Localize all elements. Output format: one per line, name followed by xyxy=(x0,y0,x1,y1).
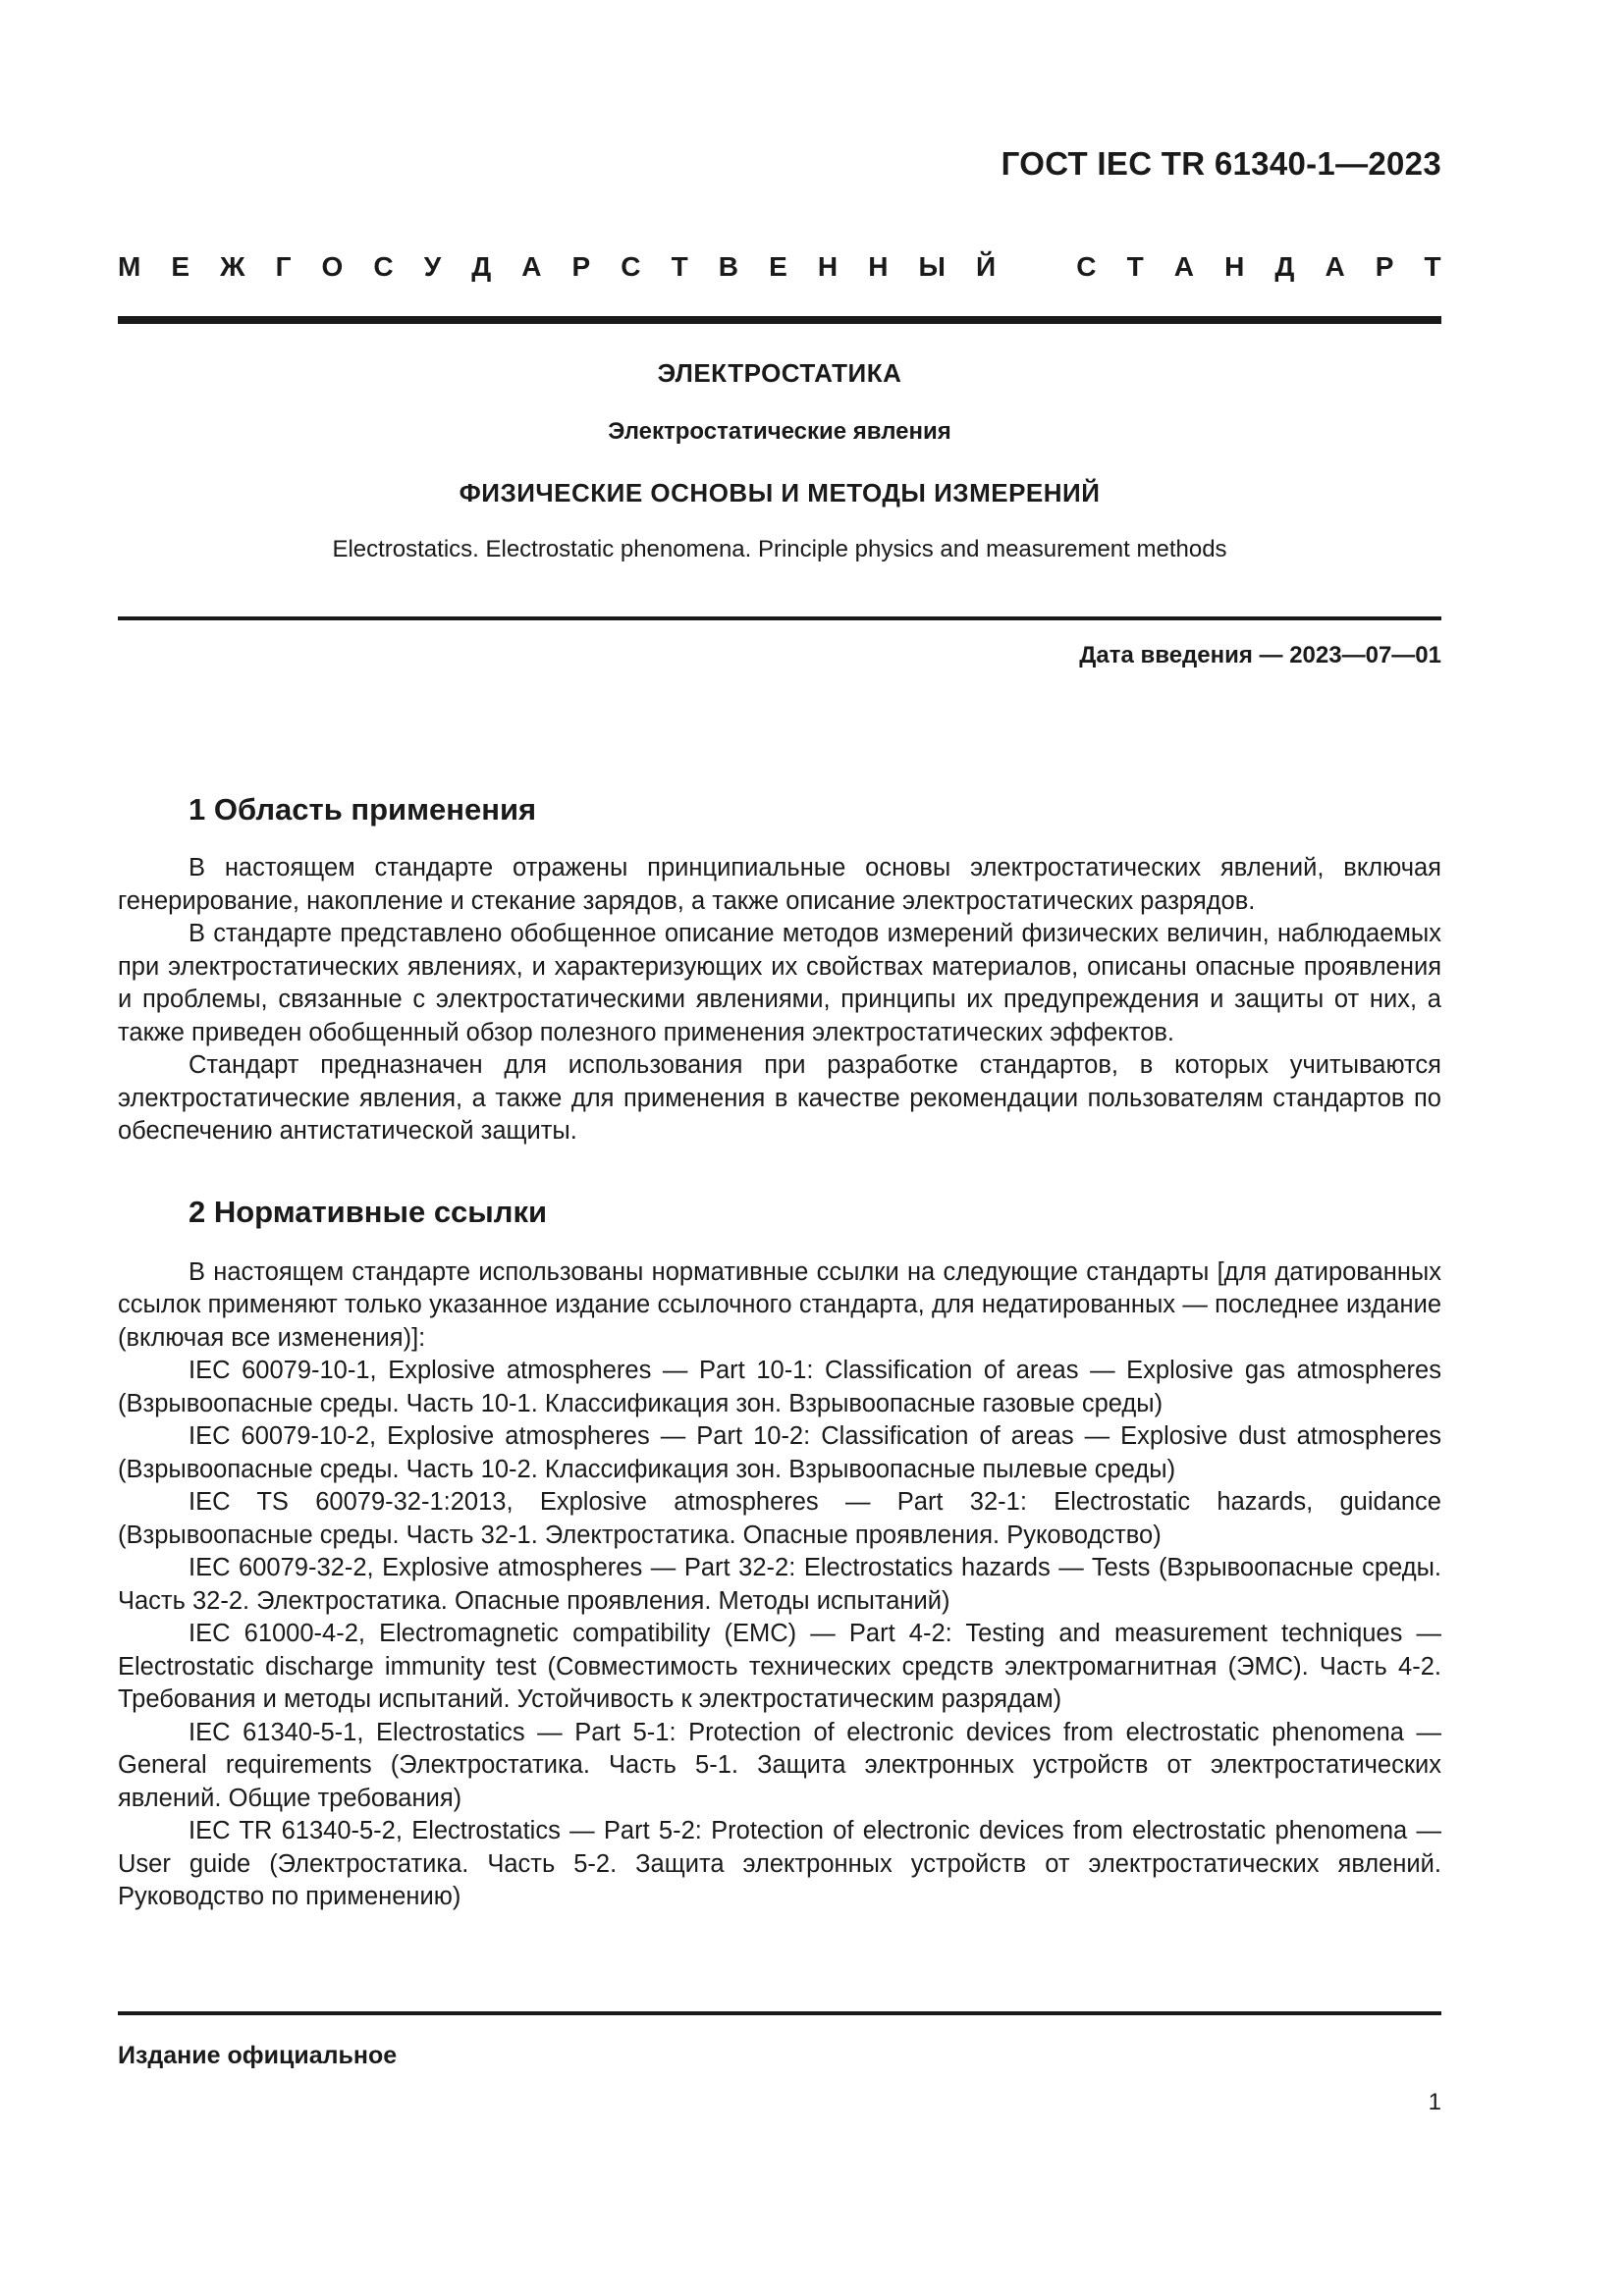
standard-type-letter: Н xyxy=(817,251,839,282)
standard-type-letter: М xyxy=(118,251,141,282)
normative-reference-item: IEC 60079-10-2, Explosive atmospheres — Part 10-2: Classification of areas — Explosive dust atmospheres (Взрывоопасные среды. Часть 10-2. Классификация зон. Взрывоопасные пылевые среды) xyxy=(118,1422,1441,1483)
standard-type-letter: Т xyxy=(1126,251,1144,282)
page-number: 1 xyxy=(1428,2089,1441,2115)
standard-type-letter: С xyxy=(1076,251,1097,282)
standard-type-letter: О xyxy=(321,251,344,282)
normative-reference-item: IEC 61000-4-2, Electromagnetic compatibility (EMC) — Part 4-2: Testing and measurement techniques — Electrostatic discharge immunity test (Совместимость технических средств электромагнитная (ЭМС). Часть 4-2. Требования и методы испытаний. Устойчивость к электростатическим разрядам) xyxy=(118,1620,1441,1713)
standard-type-letter: Р xyxy=(1375,251,1394,282)
standard-type-letter: А xyxy=(521,251,542,282)
title-divider xyxy=(118,616,1441,620)
title-sub: Электростатические явления xyxy=(608,418,951,445)
section-1-body xyxy=(118,852,1441,1148)
standard-type-letter: Н xyxy=(1224,251,1245,282)
word-gap xyxy=(1026,251,1046,283)
section-2-heading: 2 Нормативные ссылки xyxy=(189,1194,548,1229)
normative-reference-item: IEC TR 61340-5-2, Electrostatics — Part 5-2: Protection of electronic devices from electrostatic phenomena — User guide (Электростатика. Часть 5-2. Защита электронных устройств от электростатических явлений. Руководство по применению) xyxy=(118,1817,1441,1910)
standard-type-letter: У xyxy=(423,251,442,282)
footer-divider xyxy=(118,2011,1441,2015)
standard-type-letter: Т xyxy=(1424,251,1441,282)
standard-type-letter: С xyxy=(373,251,394,282)
standard-type-letter: Р xyxy=(571,251,591,282)
standard-type-letter: Д xyxy=(471,251,492,282)
standard-type-letter: Е xyxy=(171,251,190,282)
section-2-body xyxy=(118,1256,1441,1914)
standard-type-letter: А xyxy=(1325,251,1345,282)
standard-type-letter: Ж xyxy=(220,251,245,282)
standard-type-letter: В xyxy=(718,251,739,282)
section-1-paragraph: В стандарте представлено обобщенное описание методов измерений физических величин, наблюдаемых при электростатических явлениях, и характеризующих их свойствах материалов, описаны опасные проявления и проблемы, связанные с электростатическими явлениями, принципы их предупреждения и защиты от них, а также приведен обобщенный обзор полезного применения электростатических эффектов. xyxy=(118,920,1441,1046)
standard-type-heading xyxy=(118,251,1441,283)
edition-label: Издание официальное xyxy=(118,2042,398,2069)
standard-type-letter: Н xyxy=(868,251,889,282)
introduction-date: Дата введения — 2023—07—01 xyxy=(1079,642,1441,668)
normative-reference-item: IEC 61340-5-1, Electrostatics — Part 5-1: Protection of electronic devices from electrostatic phenomena — General requirements (Электростатика. Часть 5-1. Защита электронных устройств от электростатических явлений. Общие требования) xyxy=(118,1718,1441,1812)
section-2-paragraph: В настоящем стандарте использованы нормативные ссылки на следующие стандарты [для датированных ссылок применяют только указанное издание ссылочного стандарта, для недатированных — последнее издание (включая все изменения)]: xyxy=(118,1257,1441,1352)
standard-type-letter: Ы xyxy=(918,251,946,282)
section-1-paragraph: Стандарт предназначен для использования при разработке стандартов, в которых учитываются электростатические явления, а также для применения в качестве рекомендации пользователям стандартов по обеспечению антистатической защиты. xyxy=(118,1051,1441,1145)
title-third: ФИЗИЧЕСКИЕ ОСНОВЫ И МЕТОДЫ ИЗМЕРЕНИЙ xyxy=(459,478,1101,507)
standard-type-letter: Й xyxy=(976,251,997,282)
standard-type-letter: Г xyxy=(275,251,292,282)
standard-type-letter: С xyxy=(621,251,641,282)
document-page xyxy=(118,0,1441,2296)
standard-type-letter: Д xyxy=(1274,251,1295,282)
document-body xyxy=(118,785,1441,1914)
normative-reference-item: IEC TS 60079-32-1:2013, Explosive atmospheres — Part 32-1: Electrostatic hazards, guidance (Взрывоопасные среды. Часть 32-1. Электростатика. Опасные проявления. Руководство) xyxy=(118,1488,1441,1549)
standard-type-letter: Е xyxy=(769,251,787,282)
title-english: Electrostatics. Electrostatic phenomena. Principle physics and measurement methods xyxy=(332,536,1227,562)
title-main: ЭЛЕКТРОСТАТИКА xyxy=(657,358,902,388)
section-1-heading: 1 Область применения xyxy=(189,792,537,827)
normative-reference-item: IEC 60079-10-1, Explosive atmospheres — Part 10-1: Classification of areas — Explosive gas atmospheres (Взрывоопасные среды. Часть 10-1. Классификация зон. Взрывоопасные газовые среды) xyxy=(118,1357,1441,1417)
section-1-paragraph: В настоящем стандарте отражены принципиальные основы электростатических явлений, включая генерирование, накопление и стекание зарядов, а также описание электростатических разрядов. xyxy=(118,854,1441,915)
document-code: ГОСТ IEC TR 61340-1—2023 xyxy=(1001,145,1441,182)
title-block xyxy=(118,353,1441,567)
standard-type-letter: А xyxy=(1173,251,1195,282)
header-divider xyxy=(118,316,1441,324)
normative-reference-item: IEC 60079-32-2, Explosive atmospheres — Part 32-2: Electrostatics hazards — Tests (Взрывоопасные среды. Часть 32-2. Электростатика. Опасные проявления. Методы испытаний) xyxy=(118,1554,1441,1615)
standard-type-letter: Т xyxy=(671,251,688,282)
